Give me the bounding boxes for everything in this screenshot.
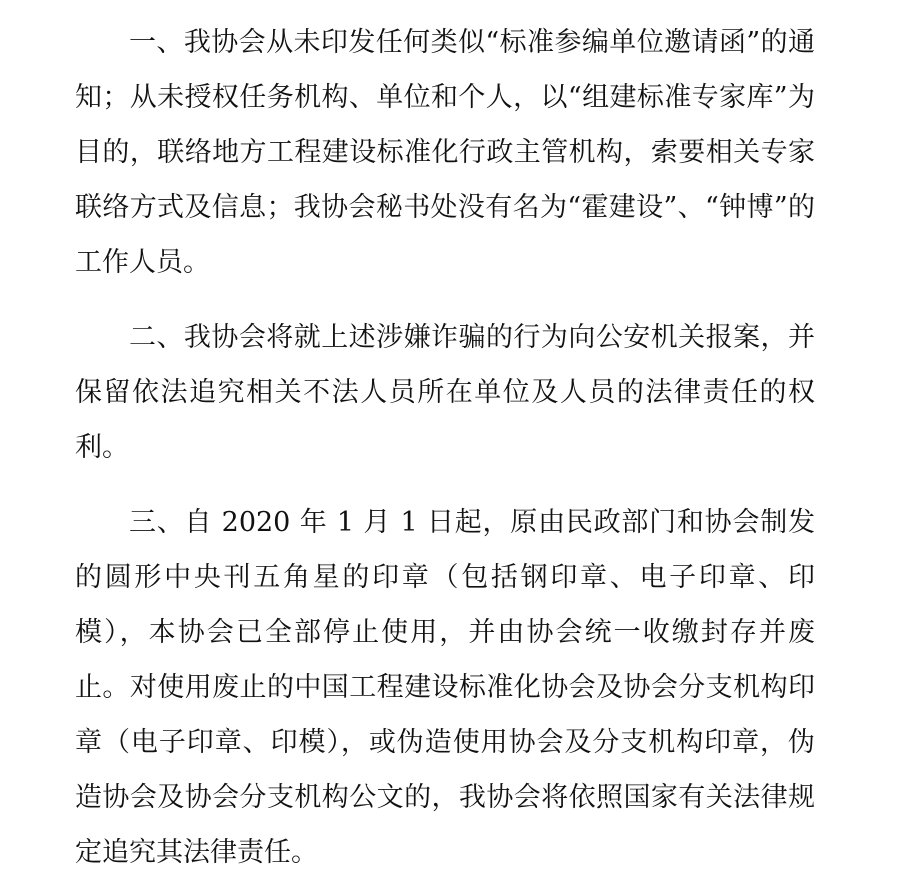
paragraph-2: 二、我协会将就上述涉嫌诈骗的行为向公安机关报案，并保留依法追究相关不法人员所在单位及人员的法律责任的权利。 bbox=[75, 322, 815, 463]
document-body bbox=[75, 15, 815, 880]
paragraph-3: 三、自 2020 年 1 月 1 日起，原由民政部门和协会制发的圆形中央刊五角星的印章（包括钢印章、电子印章、印模），本协会已全部停止使用，并由协会统一收缴封存并废止。对使用废止的中国工程建设标准化协会及协会分支机构印章（电子印章、印模），或伪造使用协会及分支机构印章，伪造协会及协会分支机构公文的，我协会将依照国家有关法律规定追究其法律责任。 bbox=[75, 507, 815, 868]
paragraph-1: 一、我协会从未印发任何类似“标准参编单位邀请函”的通知；从未授权任务机构、单位和个人，以“组建标准专家库”为目的，联络地方工程建设标准化行政主管机构，索要相关专家联络方式及信息；我协会秘书处没有名为“霍建设”、“钟博”的工作人员。 bbox=[75, 27, 815, 278]
